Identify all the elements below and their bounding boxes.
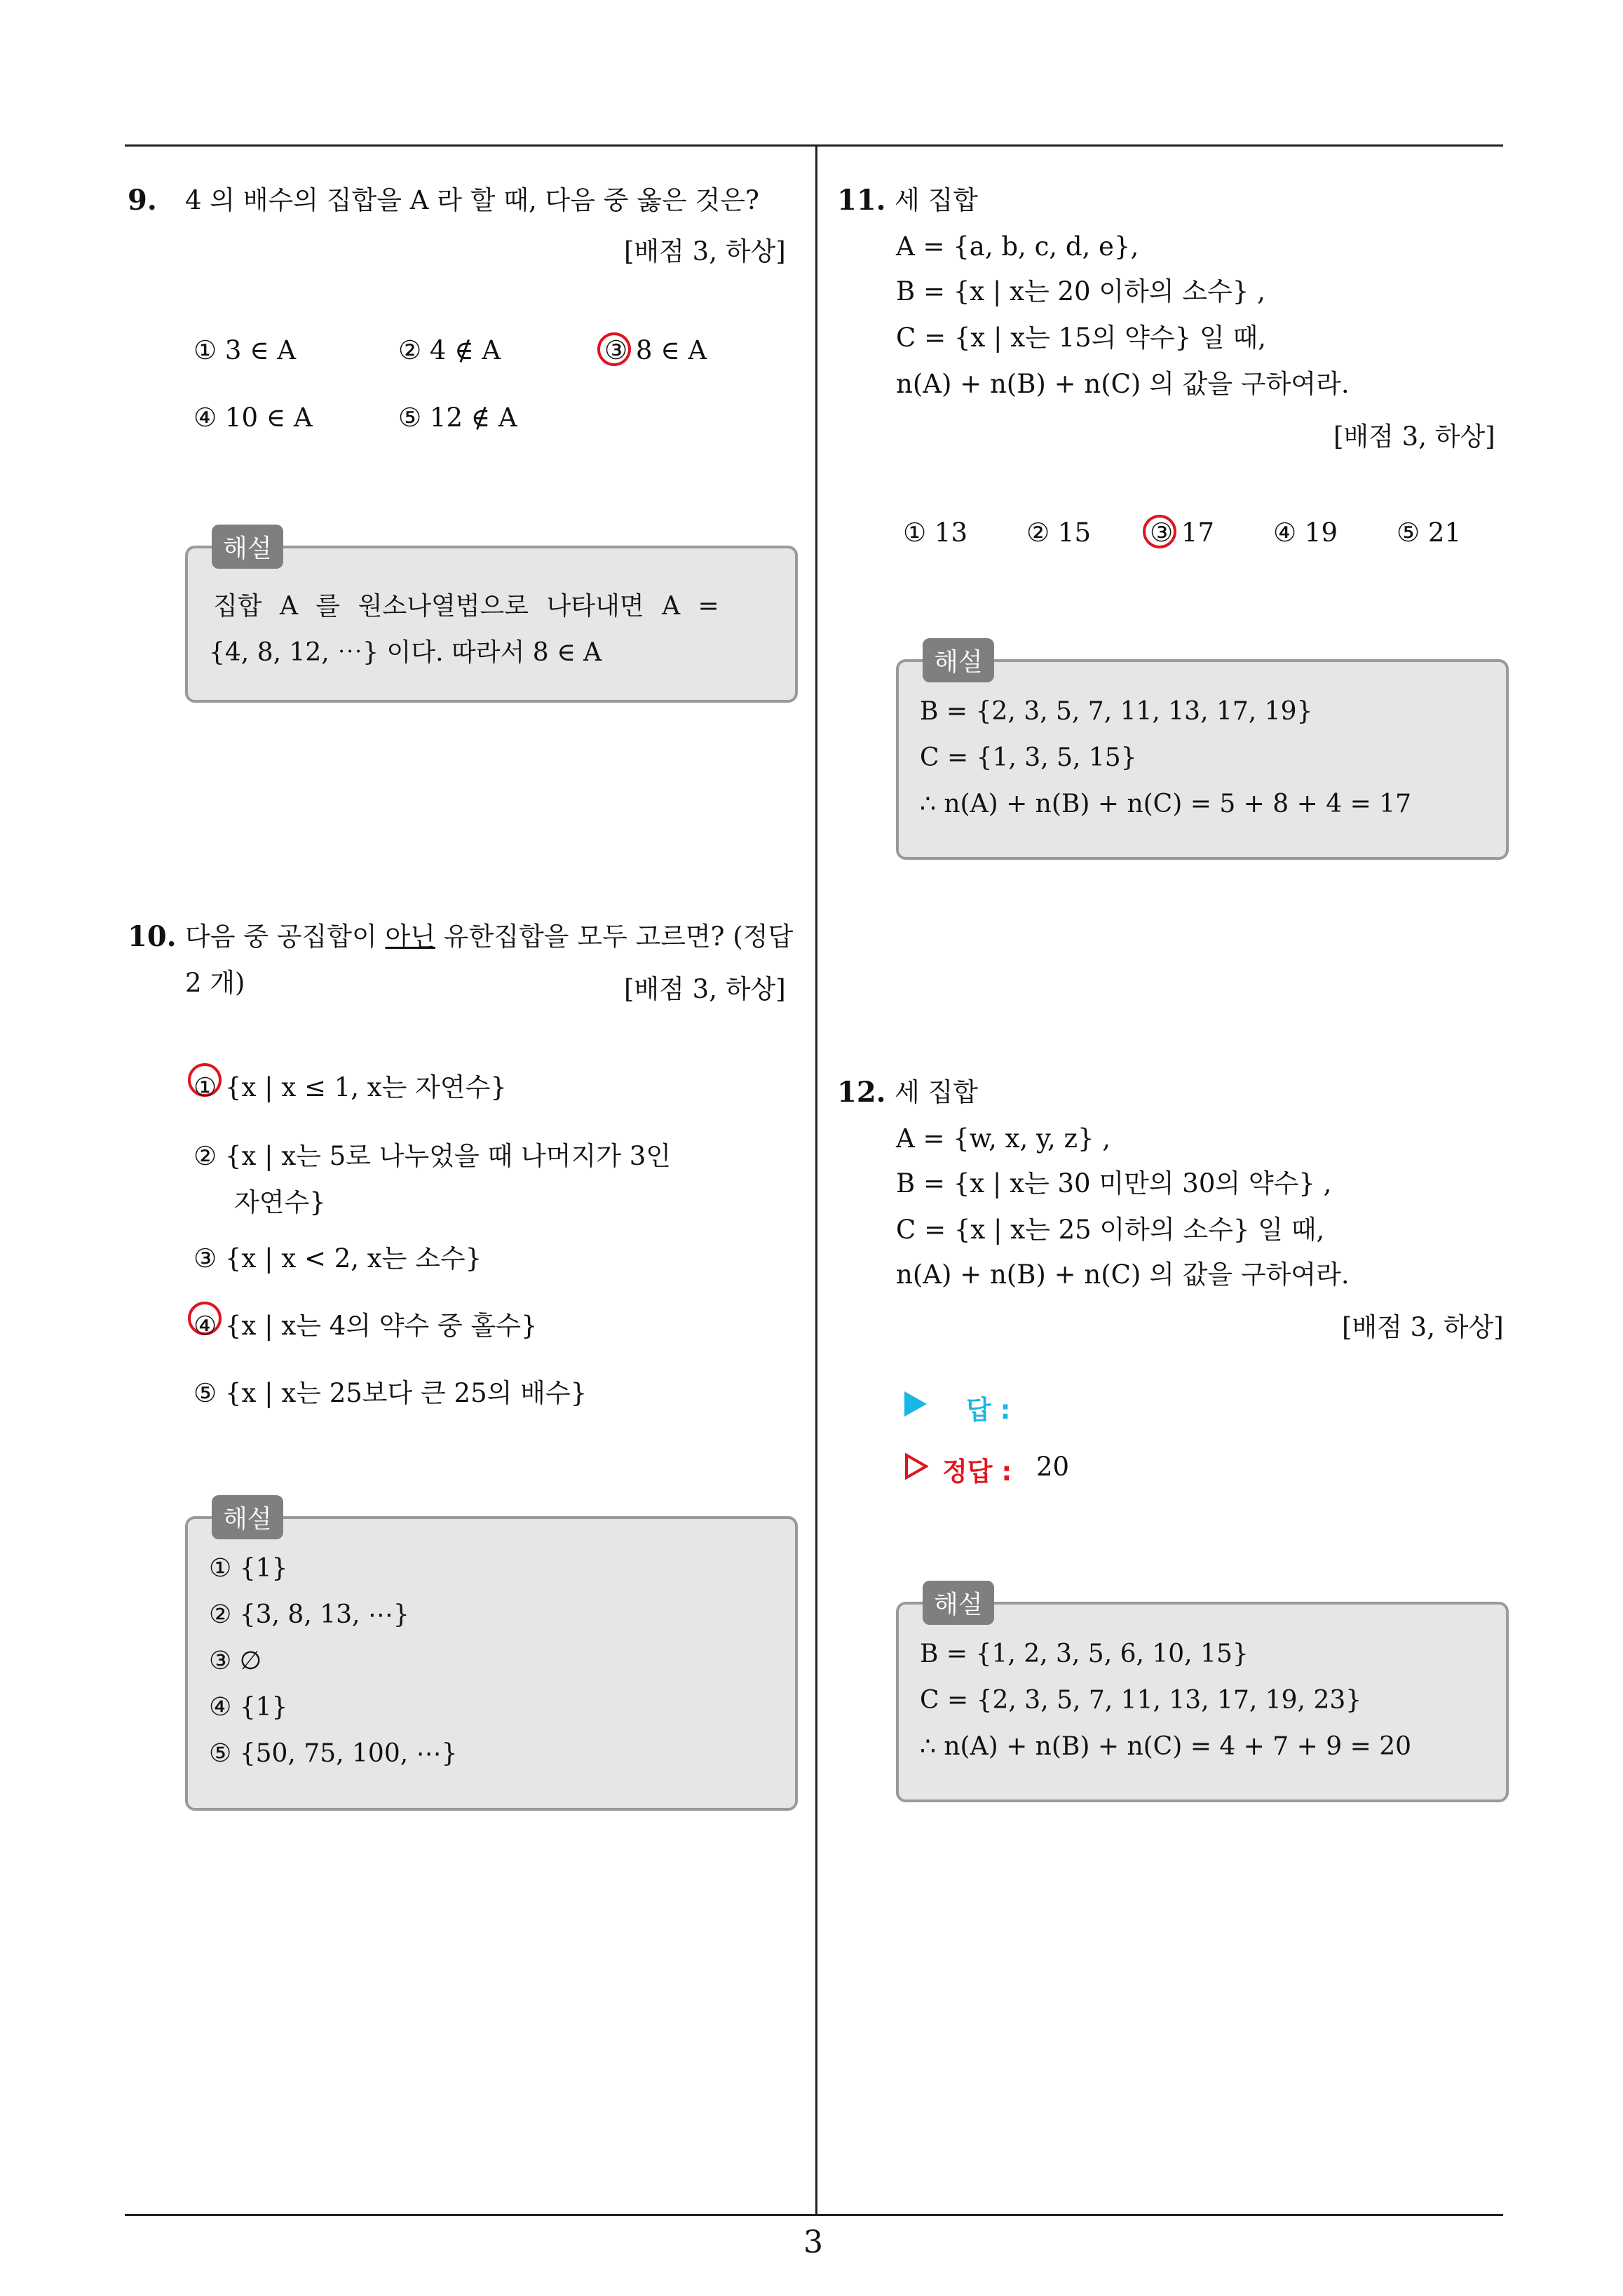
question-number: 9. [128, 184, 157, 217]
explanation-line: ③ ∅ [209, 1647, 262, 1675]
explanation-box [185, 546, 798, 703]
explanation-tag: 해설 [923, 638, 994, 682]
question-text: 세 집합 [895, 1077, 978, 1107]
option-2[interactable]: ② 15 [1026, 518, 1092, 548]
question-text: 4 의 배수의 집합을 A 라 할 때, 다음 중 옳은 것은? [185, 185, 759, 215]
set-line: C = {x | x는 15의 약수} 일 때, [896, 323, 1266, 353]
question-text-underline: 아닌 [385, 921, 435, 952]
set-line: C = {x | x는 25 이하의 소수} 일 때, [896, 1215, 1325, 1245]
correct-answer-label: 정답 : [942, 1457, 1012, 1487]
column-divider [815, 144, 817, 2215]
question-text [185, 921, 793, 952]
set-line: n(A) + n(B) + n(C) 의 값을 구하여라. [896, 1260, 1350, 1290]
option-3[interactable]: ③ 8 ∈ A [604, 335, 707, 365]
option-5[interactable]: ⑤ {x | x는 25보다 큰 25의 배수} [193, 1378, 588, 1408]
option-3[interactable]: ③ 17 [1150, 518, 1215, 548]
question-number: 11. [837, 184, 886, 217]
option-5[interactable]: ⑤ 12 ∉ A [398, 403, 517, 433]
correct-answer-icon [904, 1453, 928, 1480]
option-1[interactable]: ① {x | x ≤ 1, x는 자연수} [193, 1072, 507, 1102]
correct-answer-value: 20 [1036, 1452, 1070, 1482]
option-1[interactable]: ① 3 ∈ A [193, 335, 297, 365]
option-4[interactable]: ④ {x | x는 4의 약수 중 홀수} [193, 1311, 538, 1341]
set-line: B = {x | x는 30 미만의 30의 약수} , [896, 1168, 1332, 1198]
explanation-line: ② {3, 8, 13, ⋯} [209, 1600, 409, 1629]
explanation-tag: 해설 [212, 1495, 283, 1539]
explanation-line: B = {2, 3, 5, 7, 11, 13, 17, 19} [920, 697, 1313, 726]
option-1[interactable]: ① 13 [903, 518, 968, 548]
option-4[interactable]: ④ 10 ∈ A [193, 403, 313, 433]
option-2-cont: 자연수} [234, 1187, 326, 1217]
option-5[interactable]: ⑤ 21 [1397, 518, 1462, 548]
answer-play-icon [904, 1391, 927, 1417]
question-text: 세 집합 [895, 185, 978, 215]
score-meta: [배점 3, 하상] [624, 236, 786, 266]
explanation-line: C = {2, 3, 5, 7, 11, 13, 17, 19, 23} [920, 1686, 1362, 1715]
set-line: B = {x | x는 20 이하의 소수} , [896, 276, 1265, 306]
question-text-post: 유한집합을 모두 고르면? (정답 [435, 921, 794, 952]
explanation-line: C = {1, 3, 5, 15} [920, 743, 1137, 772]
option-2[interactable]: ② {x | x는 5로 나누었을 때 나머지가 3인 [193, 1141, 671, 1171]
explanation-line: ⑤ {50, 75, 100, ⋯} [209, 1739, 458, 1768]
explanation-line: ∴ n(A) + n(B) + n(C) = 5 + 8 + 4 = 17 [920, 790, 1411, 818]
top-rule [125, 144, 1503, 147]
explanation-tag: 해설 [212, 525, 283, 569]
explanation-line: ∴ n(A) + n(B) + n(C) = 4 + 7 + 9 = 20 [920, 1732, 1411, 1761]
page-number: 3 [803, 2224, 823, 2260]
question-number: 12. [837, 1076, 886, 1109]
score-meta: [배점 3, 하상] [1342, 1312, 1504, 1342]
explanation-tag: 해설 [923, 1581, 994, 1625]
set-line: A = {w, x, y, z} , [896, 1123, 1111, 1154]
explanation-line: 집합 A 를 원소나열법으로 나타내면 A = [213, 592, 719, 621]
explanation-line: ① {1} [209, 1554, 288, 1583]
question-number: 10. [128, 920, 177, 953]
set-line: n(A) + n(B) + n(C) 의 값을 구하여라. [896, 369, 1350, 399]
option-4[interactable]: ④ 19 [1273, 518, 1338, 548]
set-line: A = {a, b, c, d, e}, [896, 231, 1139, 262]
answer-label: 답 : [966, 1395, 1011, 1425]
question-text-pre: 다음 중 공집합이 [185, 921, 386, 952]
option-3[interactable]: ③ {x | x < 2, x는 소수} [193, 1243, 482, 1274]
question-text-line2: 2 개) [185, 968, 245, 998]
bottom-rule [125, 2214, 1503, 2216]
option-2[interactable]: ② 4 ∉ A [398, 335, 501, 365]
explanation-line: ④ {1} [209, 1693, 288, 1722]
score-meta: [배점 3, 하상] [1333, 421, 1495, 452]
explanation-line: {4, 8, 12, ⋯} 이다. 따라서 8 ∈ A [209, 638, 602, 667]
explanation-line: B = {1, 2, 3, 5, 6, 10, 15} [920, 1640, 1249, 1668]
score-meta: [배점 3, 하상] [624, 974, 786, 1004]
